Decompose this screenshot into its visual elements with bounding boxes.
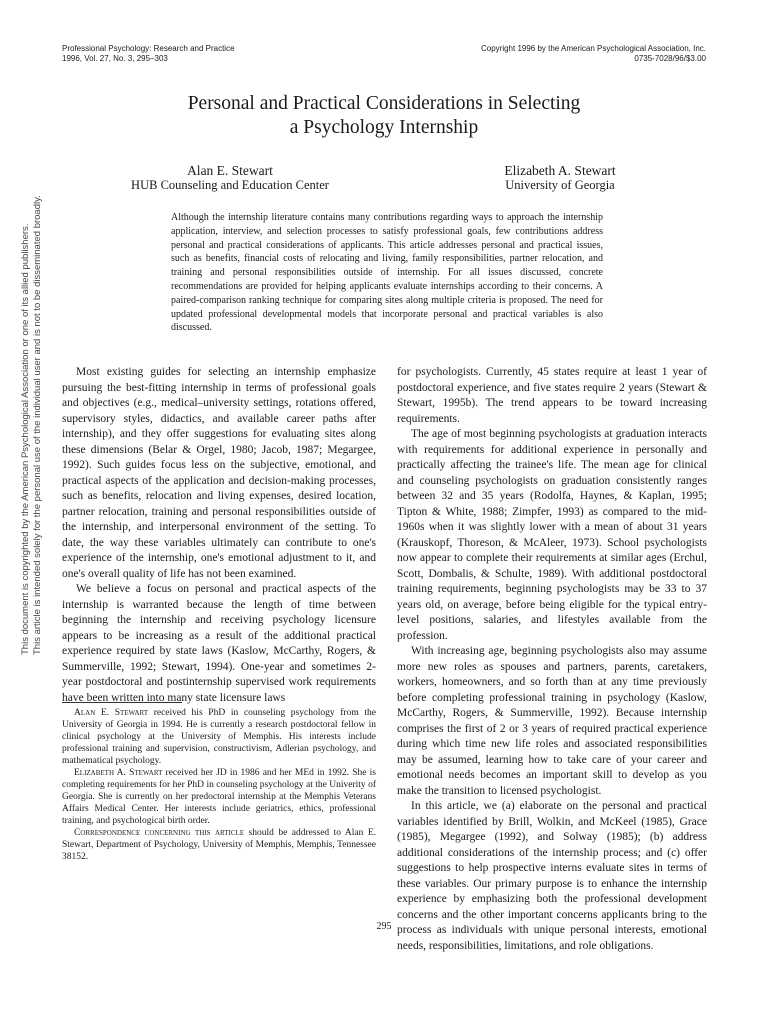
author-affiliation: University of Georgia [505, 178, 615, 192]
copyright-sidebar [20, 195, 44, 655]
paragraph: With increasing age, beginning psychologists also may assume more new roles as spouses and partners, parents, caretakers, workers, homeowners, and so forth than at any time previously before completing professional training in psychology (Kaslow, McCarthy, Rogers, & Summerville, 1992). Because internship comprises the first of 2 or 3 years of required practical experience during which time new life roles and associated responsibilities may be assumed, learning how to take care of your career and emotional needs becomes an important skill to develop as you make the transition to licensed psychologist. [397, 645, 707, 797]
author-2 [440, 164, 680, 192]
note-name: Alan E. Stewart [74, 708, 149, 718]
abstract: Although the internship literature contains many contributions regarding ways to approach the internship application, interview, and selection processes to satisfy professional goals, few contributions address personal and practical considerations of applicants. This article addresses personal and practical issues, such as benefits, financial costs of relocating and living, family responsibilities, partner relocation, and training and personal responsibilities outside of internship. For all issues discussed, concrete recommendations are provided for helping applicants evaluate internships according to their concerns. A paired-comparison ranking technique for comparing sites along multiple criteria is proposed. The need for updated professional developmental models that incorporate personal and practical variables is also discussed. [171, 212, 603, 334]
paragraph: We believe a focus on personal and practical aspects of the internship is warranted because the length of time between beginning the internship and receiving psychology licensure appears to be increasing as a result of the additional practical experience required by state laws (Kaslow, McCarthy, Rogers, & Summerville, 1992; Stewart, 1994). One-year and sometimes 2-year postdoctoral and postinternship supervised work requirements have been written into many state licensure laws [62, 583, 376, 704]
article-code: 0735-7028/96/$3.00 [634, 54, 706, 63]
body-column-right [397, 365, 707, 954]
sidebar-line-1: This document is copyrighted by the American Psychological Association or one of its allied publishers. [20, 223, 31, 655]
author-name: Elizabeth A. Stewart [504, 163, 616, 178]
journal-name: Professional Psychology: Research and Practice [62, 44, 235, 53]
copyright-notice: Copyright 1996 by the American Psychological Association, Inc. [480, 44, 706, 53]
title-line-1: Personal and Practical Considerations in Selecting [187, 93, 581, 114]
author-note-2 [62, 767, 376, 827]
note-label: Correspondence concerning this article [74, 828, 245, 838]
author-note-1 [62, 707, 376, 767]
title-line-2: a Psychology Internship [289, 117, 479, 138]
article-title [60, 92, 708, 140]
body-column-left [62, 365, 376, 706]
journal-volume: 1996, Vol. 27, No. 3, 295–303 [62, 54, 168, 63]
sidebar-line-2: This article is intended solely for the personal use of the individual user and is not to be disseminated broadly. [32, 195, 43, 655]
paragraph: In this article, we (a) elaborate on the personal and practical variables identified by Brill, Wolkin, and McKeel (1985), Grace (1985), Megargee (1992), and Solway (1985); (b) address additional considerations of the internship process; and (c) offer suggestions to help prospective interns evaluate sites in terms of these variables. Our primary purpose is to enhance the internship experience by emphasizing both the professional development concerns and the other important concerns applicants bring to the process as individuals with unique personal interests, emotional needs, responsibilities, limitations, and role obligations. [397, 800, 707, 952]
author-notes [62, 707, 376, 863]
copyright-header [481, 44, 706, 64]
correspondence-note [62, 827, 376, 863]
journal-header [62, 44, 235, 64]
footnote-divider [62, 702, 182, 703]
paragraph: The age of most beginning psychologists at graduation interacts with requirements for additional experience in personally and practically affecting the trainee's life. The mean age for clinical and counseling psychologists on graduation consistently ranges between 32 and 35 years (Rodolfa, Haynes, & Kaplan, 1995; Tipton & White, 1988; Zimpfer, 1993) as compared to the mid-1960s when it was slightly lower with a mean of about 31 years (Krauskopf, Thoreson, & McAleer, 1973). School psychologists now appear to complete their requirements at similar ages (Erchul, Scott, Dombalis, & Schulte, 1989). With additional postdoctoral training requirements, beginning psychologists may be 33 to 37 years old, on average, before being eligible for the typical entry-level positions, salaries, and lifestyles available from the profession. [397, 428, 707, 642]
page-number: 295 [376, 921, 392, 932]
author-affiliation: HUB Counseling and Education Center [131, 178, 329, 192]
note-name: Elizabeth A. Stewart [74, 768, 163, 778]
paragraph: for psychologists. Currently, 45 states require at least 1 year of postdoctoral experience, and five states require 2 years (Stewart & Stewart, 1995b). The trend appears to be toward increasing requirements. [397, 366, 707, 425]
author-name: Alan E. Stewart [187, 163, 273, 178]
note-text: received his PhD in counseling psychology from the University of Georgia in 1994. He is currently a research postdoctoral fellow in clinical psychology at the University of Memphis. His interests include professional training and supervision, constructivism, Adlerian psychology, and mathematical psychology. [62, 708, 377, 766]
note-text: received her JD in 1986 and her MEd in 1992. She is completing requirements for her PhD in counseling psychology at the Univerity of Georgia. She is currently on her predoctoral internship at the Memphis Veterans Affairs Medical Center. Her interests include geriatrics, ethics, professional training, and psychological birth order. [62, 768, 376, 826]
author-1 [100, 164, 360, 192]
note-text: should be addressed to Alan E. Stewart, Department of Psychology, University of Memphis, Memphis, Tennessee 38152. [62, 828, 376, 862]
paragraph: Most existing guides for selecting an internship emphasize pursuing the best-fitting internship in terms of professional goals and objectives (e.g., medical–university settings, rotations offered, supervisory styles, didactics, and available career paths after internship), and they offer suggestions for evaluating sites along these dimensions (Belar & Orgel, 1980; Jacob, 1987; Megargee, 1992). Such guides focus less on the subjective, emotional, and practical aspects of the application and decision-making processes, such as benefits, relocation and living expenses, desired location, partner relocation, training and personal responsibilities outside of the internship, and interpersonal environment of the setting. To date, the way these variables ultimately can contribute to one's experience of the internship, one's emotional adjustment to it, and one's overall quality of life has not been examined. [62, 366, 376, 580]
